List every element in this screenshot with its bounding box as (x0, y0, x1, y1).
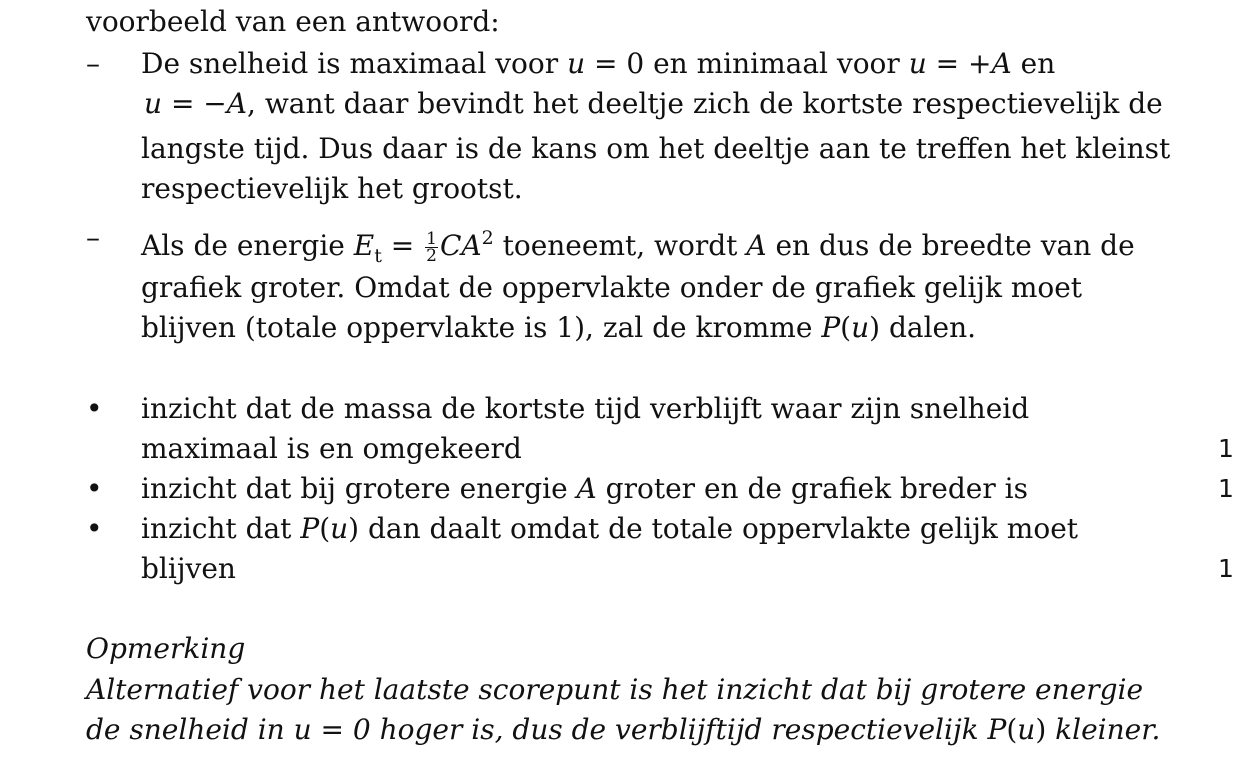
answer1-line3: langste tijd. Dus daar is de kans om het deeltje aan te treffen het kleinst (141, 132, 1171, 165)
criterion2-score: 1 (1218, 474, 1234, 503)
criterion3-line2: blijven (141, 552, 236, 585)
criterion1-score: 1 (1218, 434, 1234, 463)
criterion2-line1: inzicht dat bij grotere energie A groter en de grafiek breder is (141, 472, 1028, 505)
criterion1-line1: inzicht dat de massa de kortste tijd verblijft waar zijn snelheid (141, 392, 1030, 425)
criterion3-score: 1 (1218, 554, 1234, 583)
dash-marker: – (86, 47, 100, 80)
remark-line1: Alternatief voor het laatste scorepunt is het inzicht dat bij grotere energie (86, 673, 1144, 706)
criterion3-line1: inzicht dat P(u) dan daalt omdat de totale oppervlakte gelijk moet (141, 512, 1079, 545)
dash-marker: – (86, 221, 100, 254)
answer1-line4: respectievelijk het grootst. (141, 172, 523, 205)
answer2-line2: grafiek groter. Omdat de oppervlakte onder de grafiek gelijk moet (141, 271, 1083, 304)
answer2-line3: blijven (totale oppervlakte is 1), zal de kromme P(u) dalen. (141, 311, 977, 344)
criterion1-line2: maximaal is en omgekeerd (141, 432, 522, 465)
heading: voorbeeld van een antwoord: (86, 5, 500, 38)
bullet-marker: • (86, 512, 103, 545)
answer2-line1: Als de energie $E_t$ = $\frac{1}{2}$ $CA^2$ toeneemt, wordt A en dus de breedte van de (141, 227, 1135, 267)
remark-title: Opmerking (86, 632, 246, 665)
fraction-half: $\frac{1}{2}$ (426, 229, 437, 266)
bullet-marker: • (86, 472, 103, 505)
bullet-marker: • (86, 392, 103, 425)
remark-line2: de snelheid in u = 0 hoger is, dus de verblijftijd respectievelijk P(u) kleiner. (86, 713, 1161, 746)
answer1-line2: u = −A, want daar bevindt het deeltje zich de kortste respectievelijk de (144, 87, 1163, 120)
answer1-line1: De snelheid is maximaal voor u = 0 en minimaal voor u = +A en (141, 47, 1056, 80)
